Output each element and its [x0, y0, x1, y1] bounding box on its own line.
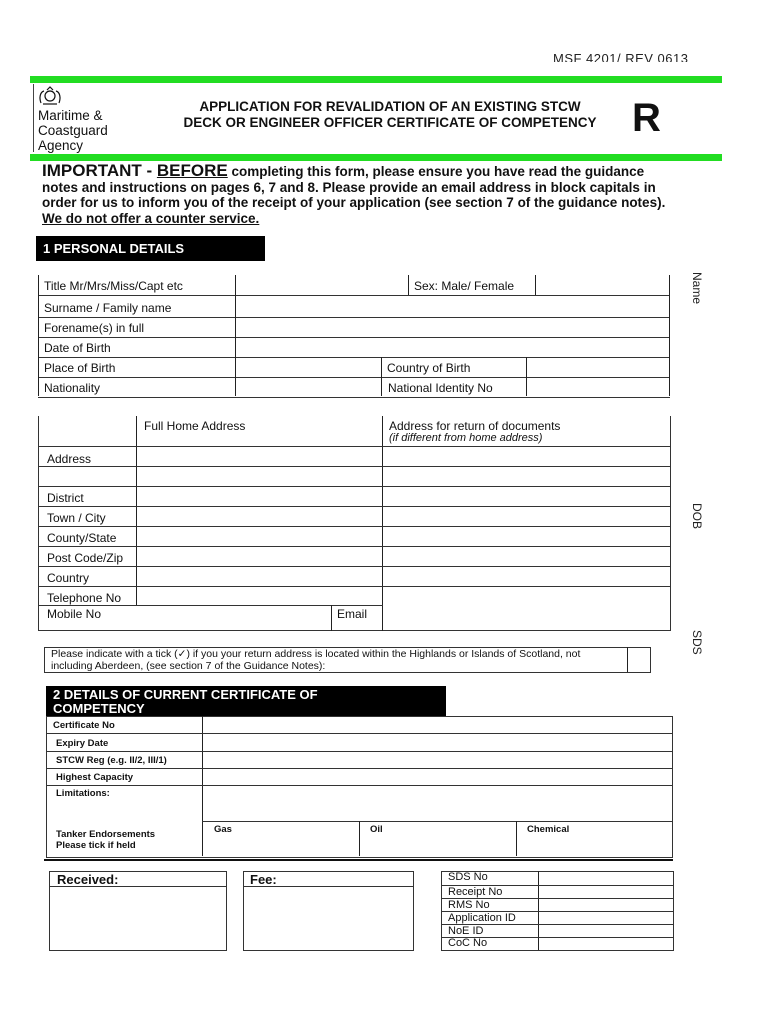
tanker-label	[56, 829, 155, 851]
s1-sex-divider2	[535, 275, 536, 295]
s2-divider	[202, 716, 203, 856]
home-address-input[interactable]	[138, 447, 381, 605]
office-use-rule	[44, 859, 673, 861]
side-label-sds: SDS	[690, 630, 704, 655]
royal-crest-icon	[37, 86, 63, 106]
forenames-label: Forename(s) in full	[44, 321, 145, 335]
s1-divider	[235, 275, 236, 396]
side-label-dob: DOB	[690, 503, 704, 530]
cob-input[interactable]	[528, 358, 668, 376]
cert-no-input[interactable]	[204, 717, 670, 732]
form-title-line1: APPLICATION FOR REVALIDATION OF AN EXISTING STCW	[199, 99, 581, 114]
section1-header	[36, 236, 265, 261]
green-rule-bottom	[30, 154, 722, 161]
received-label: Received:	[57, 872, 119, 887]
telephone-label: Telephone No	[47, 591, 122, 605]
limitations-label: Limitations:	[56, 788, 110, 799]
limitations-input[interactable]	[204, 786, 670, 820]
dob-input[interactable]	[238, 338, 668, 356]
side-label-name: Name	[690, 272, 704, 305]
email-label: Email	[337, 607, 368, 621]
address-col1-divider	[136, 416, 137, 606]
ref-sds: SDS No	[448, 871, 488, 883]
important-lead: IMPORTANT -	[42, 161, 157, 180]
expiry-input[interactable]	[204, 734, 670, 750]
s2-gas-divider	[359, 821, 360, 856]
address-label: Address	[47, 452, 92, 466]
return-address-header: Address for return of documents	[389, 419, 561, 433]
highlands-checkbox[interactable]	[629, 649, 647, 669]
agency-name-line3: Agency	[38, 138, 84, 153]
ref-noe: NoE ID	[448, 925, 484, 937]
sex-label: Sex: Male/ Female	[414, 279, 515, 293]
country-label: Country	[47, 571, 90, 585]
dob-label: Date of Birth	[44, 341, 111, 355]
ref-rms: RMS No	[448, 899, 490, 911]
section2-title-line2: COMPETENCY	[53, 701, 145, 716]
header-divider	[33, 84, 34, 152]
sex-input[interactable]	[538, 276, 668, 294]
capacity-label: Highest Capacity	[56, 772, 134, 783]
oil-label: Oil	[370, 824, 383, 835]
fee-label: Fee:	[250, 872, 277, 887]
town-label: Town / City	[47, 511, 106, 525]
nin-label: National Identity No	[388, 381, 493, 395]
expiry-label: Expiry Date	[56, 738, 109, 749]
gas-label: Gas	[214, 824, 232, 835]
no-counter-service: We do not offer a counter service.	[42, 210, 260, 226]
form-title-line2: DECK OR ENGINEER OFFICER CERTIFICATE OF COMPETENCY	[183, 115, 597, 130]
ref-receipt: Receipt No	[448, 886, 503, 898]
forenames-input[interactable]	[238, 318, 668, 336]
document-reference: MSF 4201/ REV 0613	[553, 51, 689, 62]
pob-input[interactable]	[238, 358, 378, 376]
cert-no-label: Certificate No	[53, 720, 115, 731]
s1-right-border	[669, 275, 670, 396]
title-input[interactable]	[238, 276, 403, 294]
s1-cob-divider2	[526, 357, 527, 396]
return-address-input[interactable]	[384, 447, 668, 605]
district-label: District	[47, 491, 84, 505]
important-notice	[42, 163, 682, 226]
agency-name-line2: Coastguard	[38, 123, 108, 138]
email-divider	[331, 605, 332, 631]
chemical-label: Chemical	[527, 824, 570, 835]
green-rule-top	[30, 76, 722, 83]
nationality-label: Nationality	[44, 381, 101, 395]
capacity-input[interactable]	[204, 769, 670, 784]
highlands-divider	[627, 647, 628, 672]
nin-input[interactable]	[528, 378, 668, 396]
section2-title-line1: 2 DETAILS OF CURRENT CERTIFICATE OF	[53, 687, 318, 702]
stcw-label: STCW Reg (e.g. II/2, III/1)	[56, 755, 167, 766]
s2-oil-divider	[516, 821, 517, 856]
important-text: completing this form, please ensure you have read the guidance notes and instructions on pages 6, 7 and 8. Please provide an email address in block capitals in order for us to inform you of the receipt of your application (see section 7 of the guidance notes).	[42, 164, 666, 210]
stcw-input[interactable]	[204, 752, 670, 767]
ref-application: Application ID	[448, 912, 516, 924]
agency-logo	[38, 108, 148, 153]
postcode-label: Post Code/Zip	[47, 551, 124, 565]
section2-header	[46, 686, 446, 716]
oil-checkbox[interactable]	[361, 836, 511, 854]
s1-left-border	[38, 275, 39, 396]
mobile-label: Mobile No	[47, 607, 102, 621]
tanker-label-line1: Tanker Endorsements	[56, 829, 156, 840]
address-col2-divider	[382, 416, 383, 631]
gas-checkbox[interactable]	[204, 836, 354, 854]
county-label: County/State	[47, 531, 117, 545]
home-address-header: Full Home Address	[144, 419, 246, 433]
cob-label: Country of Birth	[387, 361, 471, 375]
tanker-label-line2: Please tick if held	[56, 840, 136, 851]
return-address-note: (if different from home address)	[389, 432, 543, 444]
form-letter: R	[632, 96, 661, 140]
pob-label: Place of Birth	[44, 361, 116, 375]
important-before: BEFORE	[156, 161, 228, 180]
form-title	[150, 99, 630, 131]
title-label: Title Mr/Mrs/Miss/Capt etc	[44, 279, 183, 293]
s1-cob-divider	[381, 357, 382, 396]
agency-name-line1: Maritime &	[38, 108, 103, 123]
section1-title: 1 PERSONAL DETAILS	[43, 241, 185, 256]
nationality-input[interactable]	[238, 378, 378, 396]
surname-label: Surname / Family name	[44, 301, 172, 315]
surname-input[interactable]	[238, 298, 668, 316]
ref-coc: CoC No	[448, 937, 488, 949]
highlands-text: Please indicate with a tick (✓) if you your return address is located within the Highlands or Islands of Scotland, not including Aberdeen, (see section 7 of the Guidance Notes):	[51, 648, 581, 672]
s2-rule	[202, 821, 672, 822]
chemical-checkbox[interactable]	[518, 836, 668, 854]
s1-sex-divider	[408, 275, 409, 295]
